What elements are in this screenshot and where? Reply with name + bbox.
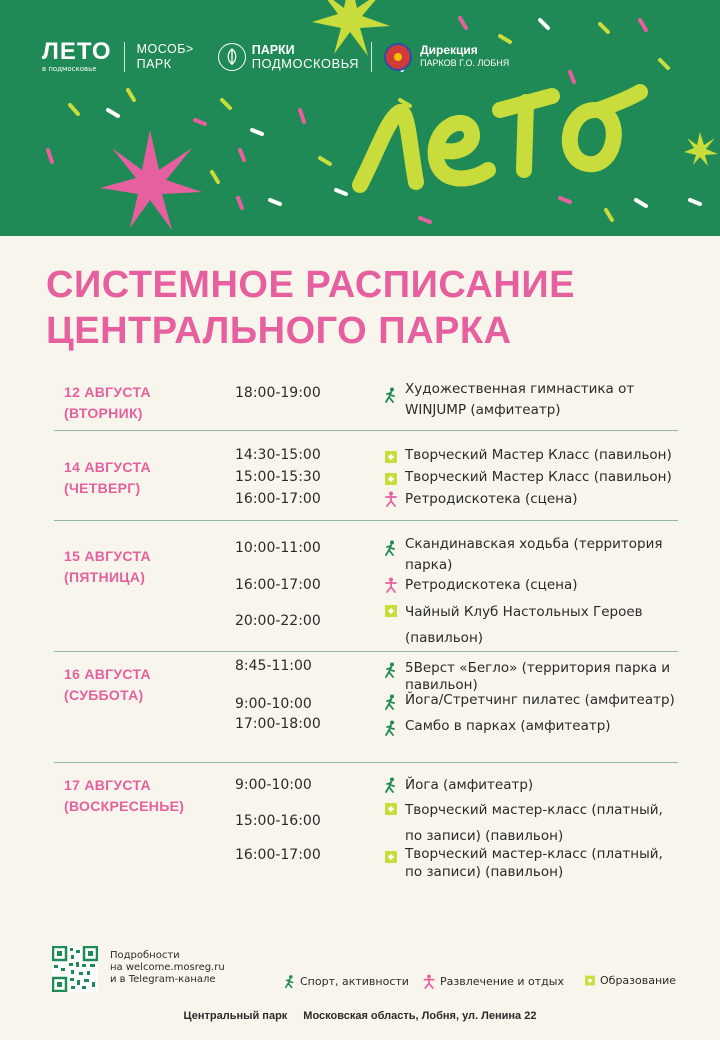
legend-education [584, 974, 676, 987]
address-place: Центральный парк [183, 1010, 288, 1022]
leto-logo-text: ЛЕТО [42, 38, 112, 65]
day-date: 12 АВГУСТА [64, 384, 151, 400]
education-icon [384, 849, 398, 865]
event-time: 17:00-18:00 [235, 716, 321, 732]
day-weekday: (СУББОТА) [64, 687, 144, 703]
sport-icon [384, 662, 398, 678]
more-info-line3[interactable]: и в Telegram-канале [110, 974, 216, 985]
sport-icon [284, 974, 296, 989]
event-time: 14:30-15:00 [235, 447, 321, 463]
day-block [54, 431, 678, 521]
event-text: 5Верст «Бегло» (территория парка и павильон) [405, 660, 671, 693]
day-label [64, 775, 184, 817]
page-title-line2: ЦЕНТРАЛЬНОГО ПАРКА [46, 310, 512, 352]
schedule-table [54, 372, 678, 893]
sport-icon [384, 777, 398, 793]
day-block [54, 521, 678, 652]
education-icon [384, 603, 398, 619]
event-time: 8:45-11:00 [235, 658, 312, 674]
footer [0, 940, 720, 1040]
event-time: 16:00-17:00 [235, 847, 321, 863]
address-text: Московская область, Лобня, ул. Ленина 22 [303, 1010, 537, 1022]
event-text: Творческий мастер-класс (платный, по записи) (павильон) [405, 846, 663, 880]
page-title [46, 262, 575, 354]
day-block [54, 372, 678, 431]
confetti-decoration [0, 0, 720, 236]
entertainment-icon [422, 974, 436, 989]
day-date: 15 АВГУСТА [64, 548, 151, 564]
event-time: 16:00-17:00 [235, 491, 321, 507]
event-time: 15:00-15:30 [235, 469, 321, 485]
day-date: 14 АВГУСТА [64, 459, 151, 475]
sport-icon [384, 720, 398, 736]
address [0, 1010, 720, 1022]
education-icon [384, 471, 398, 487]
day-label [64, 457, 151, 499]
day-weekday: (ЧЕТВЕРГ) [64, 480, 141, 496]
legend-entertainment-label: Развлечение и отдых [440, 975, 564, 988]
event-time: 9:00-10:00 [235, 777, 312, 793]
event-text: Ретродискотека (сцена) [405, 577, 578, 593]
entertainment-icon [384, 491, 398, 507]
direkciya-logo-line2: ПАРКОВ Г.О. ЛОБНЯ [420, 57, 510, 68]
entertainment-icon [384, 577, 398, 593]
day-block [54, 652, 678, 763]
mosobpark-logo-line2: ПАРК [136, 56, 172, 71]
day-label [64, 382, 151, 424]
leto-logo [42, 40, 112, 73]
event-time: 18:00-19:00 [235, 385, 321, 401]
event-time: 15:00-16:00 [235, 813, 321, 829]
day-label [64, 546, 151, 588]
event-text: Художественная гимнастика от WINJUMP (амфитеатр) [405, 381, 635, 418]
parki-logo-line2: ПОДМОСКОВЬЯ [251, 55, 360, 71]
emblem-icon [384, 43, 412, 71]
event-text: Творческий мастер-класс (платный, по записи) (павильон) [405, 802, 663, 844]
day-date: 17 АВГУСТА [64, 777, 151, 793]
leto-logo-subtext: в подмосковье [42, 65, 97, 73]
direkciya-logo-line1: Дирекция [420, 42, 478, 57]
mosobpark-logo-line1: МОСОБ> [136, 41, 194, 56]
education-icon [584, 974, 596, 987]
event-time: 9:00-10:00 [235, 696, 312, 712]
event-text: Чайный Клуб Настольных Героев (павильон) [405, 604, 643, 646]
event-text: Скандинавская ходьба (территория парка) [405, 536, 663, 573]
event-text: Йога/Стретчинг пилатес (амфитеатр) [405, 692, 675, 708]
event-time: 16:00-17:00 [235, 577, 321, 593]
sport-icon [384, 387, 398, 403]
more-info-line2[interactable]: на welcome.mosreg.ru [110, 962, 225, 973]
event-text: Йога (амфитеатр) [405, 777, 534, 793]
day-weekday: (ПЯТНИЦА) [64, 569, 146, 585]
logo-divider [124, 42, 125, 72]
day-date: 16 АВГУСТА [64, 666, 151, 682]
event-text: Самбо в парках (амфитеатр) [405, 718, 611, 734]
event-time: 10:00-11:00 [235, 540, 321, 556]
parki-logo-line1: ПАРКИ [251, 42, 295, 57]
legend-sport-label: Спорт, активности [300, 975, 409, 988]
day-block [54, 763, 678, 893]
more-info-line1: Подробности [110, 950, 180, 961]
education-icon [384, 801, 398, 817]
partner-logos [42, 40, 509, 73]
direkciya-logo [384, 43, 509, 71]
education-icon [384, 449, 398, 465]
legend-education-label: Образование [600, 974, 677, 987]
mosobpark-logo [137, 42, 194, 72]
page-title-line1: СИСТЕМНОЕ РАСПИСАНИЕ [46, 264, 575, 306]
event-text: Творческий Мастер Класс (павильон) [405, 447, 672, 463]
day-label [64, 664, 151, 706]
legend-entertainment [422, 974, 564, 989]
parki-podmoskovya-logo [218, 43, 359, 71]
event-time: 20:00-22:00 [235, 613, 321, 629]
legend-sport [284, 974, 409, 989]
event-text: Ретродискотека (сцена) [405, 491, 578, 507]
day-weekday: (ВОСКРЕСЕНЬЕ) [64, 798, 185, 814]
sport-icon [384, 540, 398, 556]
sport-icon [384, 694, 398, 710]
header-banner [0, 0, 720, 236]
leaf-icon [218, 43, 246, 71]
logo-divider [371, 42, 372, 72]
event-text: Творческий Мастер Класс (павильон) [405, 469, 672, 485]
qr-code-icon[interactable] [52, 946, 98, 992]
day-weekday: (ВТОРНИК) [64, 405, 143, 421]
more-info [110, 950, 225, 986]
